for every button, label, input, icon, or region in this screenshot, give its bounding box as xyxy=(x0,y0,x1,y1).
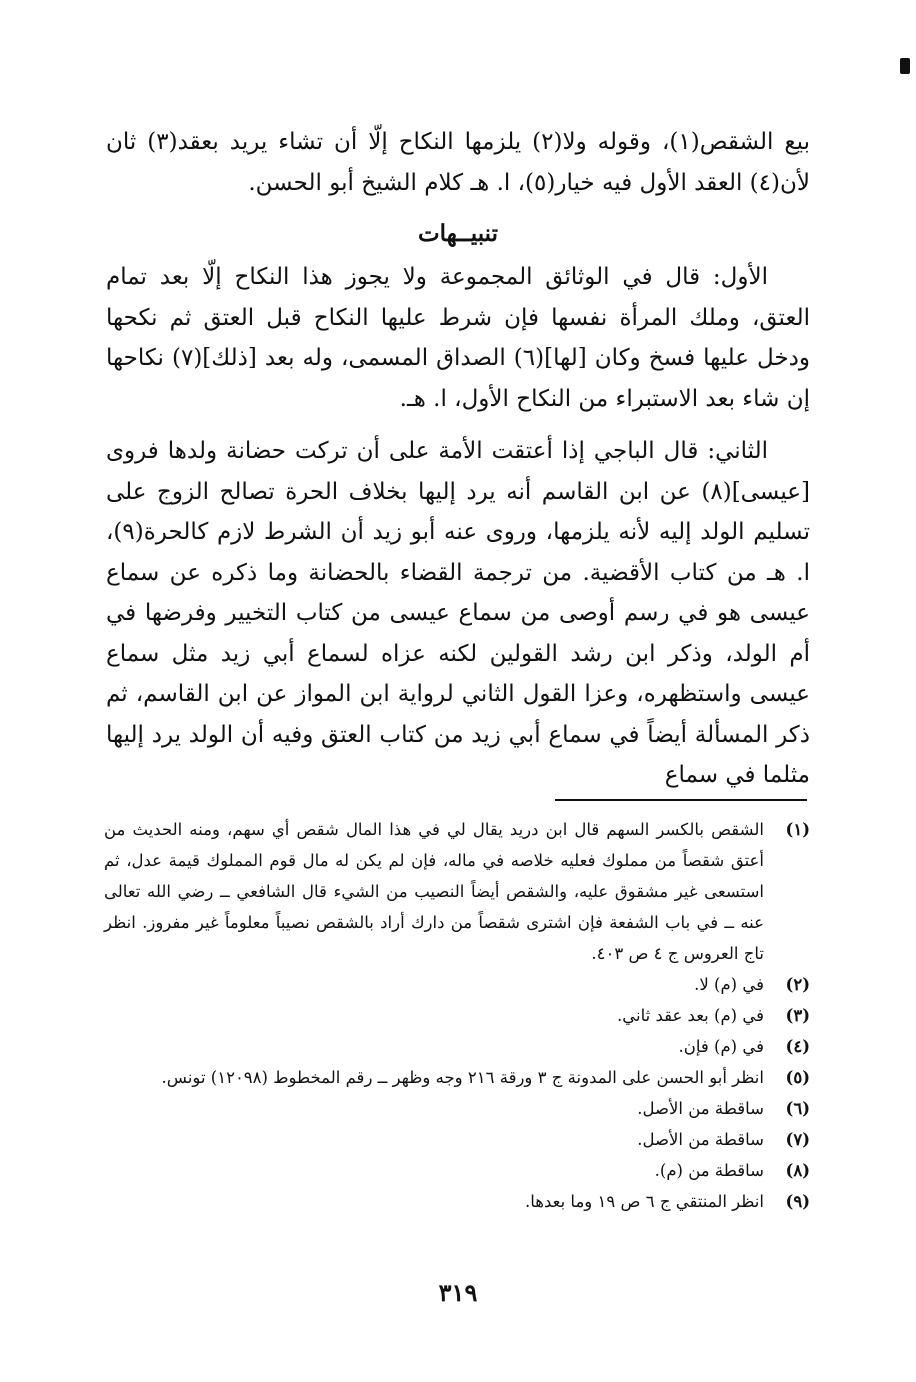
footnote-item xyxy=(104,969,810,1000)
footnote-text: انظر أبو الحسن على المدونة ج ٣ ورقة ٢١٦ وجه وظهر ــ رقم المخطوط (١٢٠٩٨) تونس. xyxy=(161,1068,764,1087)
footnote-number: (٥) xyxy=(785,1068,810,1087)
footnote-number: (٩) xyxy=(785,1192,810,1211)
footnote-item xyxy=(104,814,810,969)
footnote-number: (٤) xyxy=(785,1037,810,1056)
footnote-item xyxy=(104,1155,810,1186)
footnote-item xyxy=(104,1062,810,1093)
footnote-text: في (م) فإن. xyxy=(678,1037,764,1056)
second-note-paragraph xyxy=(106,431,810,796)
footnote-item xyxy=(104,1093,810,1124)
footnote-item xyxy=(104,1000,810,1031)
page-number: ٣١٩ xyxy=(438,1278,478,1307)
footnote-text: ساقطة من الأصل. xyxy=(637,1099,764,1118)
footnote-text: في (م) بعد عقد ثاني. xyxy=(617,1006,764,1025)
footnote-number: (٧) xyxy=(785,1130,810,1149)
second-note-text: الثاني: قال الباجي إذا أعتقت الأمة على أن تركت حضانة ولدها فروى [عيسى](٨) عن ابن القاسم أنه يرد إليها بخلاف الحرة تصالح الزوج على تسليم الولد إليه لأنه يلزمها، وروى عنه أبو زيد أن الشرط لازم كالحرة(٩)، ا. هـ من كتاب الأقضية. من ترجمة القضاء بالحضانة وما ذكره عن سماع عيسى هو في رسم أوصى من سماع عيسى من كتاب التخيير وفرضها في أم الولد، وذكر ابن رشد القولين لكنه عزاه لسماع أبي زيد مثل سماع عيسى واستظهره، وعزا القول الثاني لرواية ابن المواز عن ابن القاسم، ثم ذكر المسألة أيضاً في سماع أبي زيد من كتاب العتق وفيه أن الولد يرد إليها مثلما في سماع xyxy=(106,438,810,788)
footnote-text: في (م) لا. xyxy=(694,975,764,994)
section-heading: تنبيــهات xyxy=(418,220,498,247)
footnote-number: (٨) xyxy=(785,1161,810,1180)
footnotes xyxy=(104,814,810,1217)
footnote-number: (٢) xyxy=(785,975,810,994)
footnote-text: انظر المنتقي ج ٦ ص ١٩ وما بعدها. xyxy=(525,1192,764,1211)
footnote-number: (٣) xyxy=(785,1006,810,1025)
footnote-number: (٦) xyxy=(785,1099,810,1118)
footnote-text: ساقطة من الأصل. xyxy=(637,1130,764,1149)
page-edge-mark xyxy=(900,58,910,74)
footnote-text: الشقص بالكسر السهم قال ابن دريد يقال لي في هذا المال شقص أي سهم، ومنه الحديث من أعتق شقصاً من مملوك فعليه خلاصه في ماله، فإن لم يكن له مال قوم المملوك قيمة عدل، ثم استسعى غير مشقوق عليه، والشقص أيضاً النصيب من الشيء قال الشافعي ــ رضي الله تعالى عنه ــ في باب الشفعة فإن اشترى شقصاً من دارك أراد بالشقص نصيباً معلوماً غير مفروز. انظر تاج العروس ج ٤ ص ٤٠٣. xyxy=(104,820,764,963)
footnote-item xyxy=(104,1124,810,1155)
main-text xyxy=(106,122,810,796)
first-note-text: الأول: قال في الوثائق المجموعة ولا يجوز هذا النكاح إلّا بعد تمام العتق، وملك المرأة نفسها فإن شرط عليها النكاح قبل العتق ثم نكحها ودخل عليها فسخ وكان [لها](٦) الصداق المسمى، وله بعد [ذلك](٧) نكاحها إن شاء بعد الاستبراء من النكاح الأول، ا. هـ. xyxy=(106,264,810,412)
footnote-separator xyxy=(555,799,807,801)
footnote-item xyxy=(104,1031,810,1062)
first-note-paragraph xyxy=(106,257,810,419)
footnote-item xyxy=(104,1186,810,1217)
footnote-number: (١) xyxy=(785,820,810,839)
intro-paragraph: بيع الشقص(١)، وقوله ولا(٢) يلزمها النكاح إلّا أن تشاء يريد بعقد(٣) ثان لأن(٤) العقد الأول فيه خيار(٥)، ا. هـ كلام الشيخ أبو الحسن. xyxy=(106,129,810,196)
footnote-text: ساقطة من (م). xyxy=(654,1161,764,1180)
